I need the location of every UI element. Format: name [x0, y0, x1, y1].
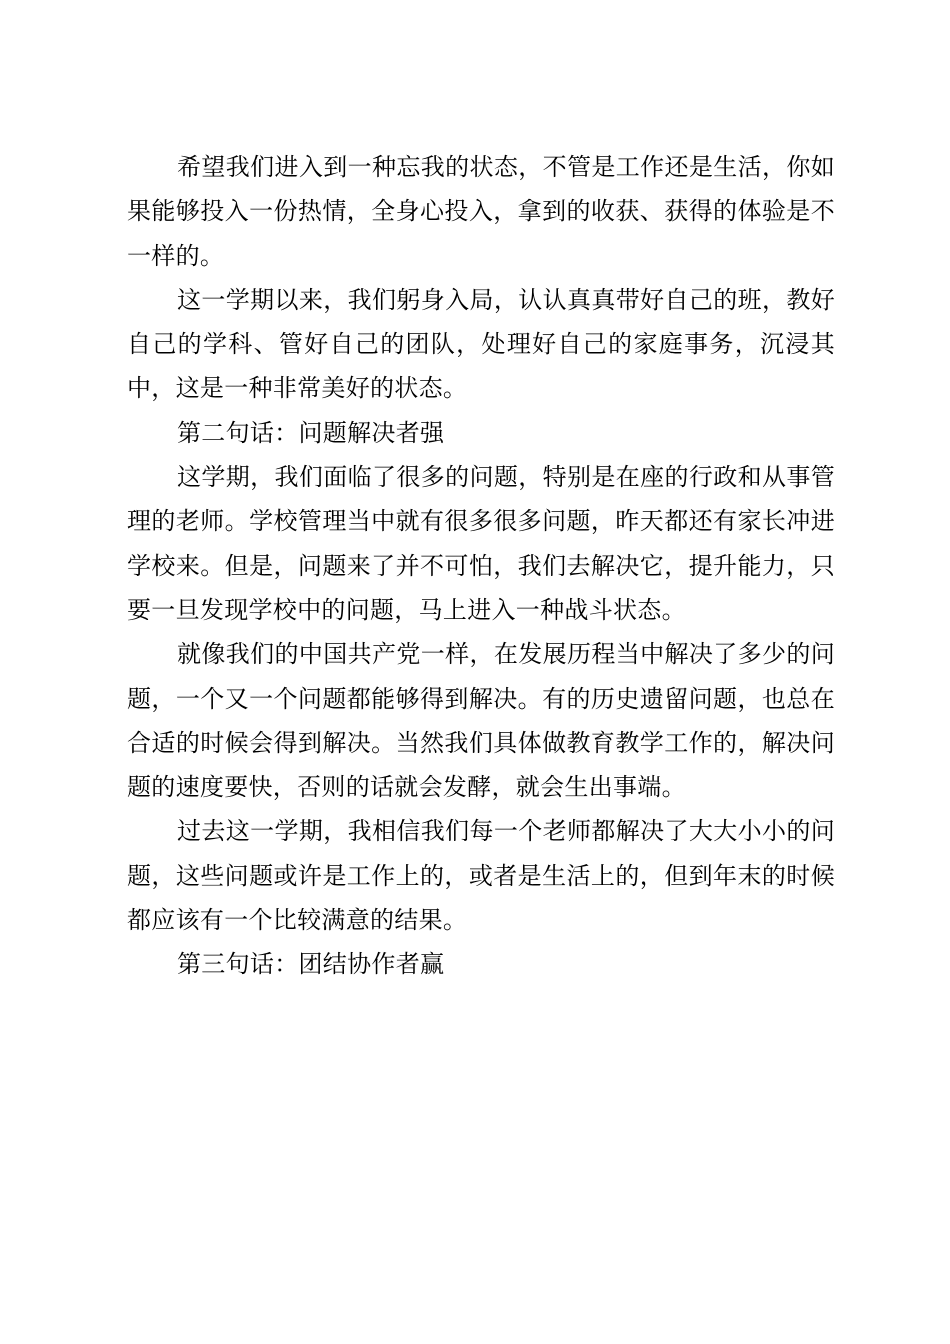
document-body	[127, 145, 835, 987]
paragraph-semester-immersion: 这一学期以来，我们躬身入局，认认真真带好自己的班，教好自己的学科、管好自己的团队，处理好自己的家庭事务，沉浸其中，这是一种非常美好的状态。	[127, 285, 835, 403]
paragraph-problems-faced: 这学期，我们面临了很多的问题，特别是在座的行政和从事管理的老师。学校管理当中就有很多很多问题，昨天都还有家长冲进学校来。但是，问题来了并不可怕，我们去解决它，提升能力，只要一旦发现学校中的问题，马上进入一种战斗状态。	[127, 463, 835, 624]
section-heading-second-sentence: 第二句话：问题解决者强	[177, 418, 445, 447]
paragraph-selflessness: 希望我们进入到一种忘我的状态，不管是工作还是生活，你如果能够投入一份热情，全身心投入，拿到的收获、获得的体验是不一样的。	[127, 153, 835, 270]
paragraph-teachers-solved: 过去这一学期，我相信我们每一个老师都解决了大大小小的问题，这些问题或许是工作上的，或者是生活上的，但到年末的时候都应该有一个比较满意的结果。	[127, 817, 835, 935]
section-heading-third-sentence: 第三句话：团结协作者赢	[177, 950, 445, 979]
paragraph-party-example: 就像我们的中国共产党一样，在发展历程当中解决了多少的问题，一个又一个问题都能够得到解决。有的历史遗留问题，也总在合适的时候会得到解决。当然我们具体做教育教学工作的，解决问题的速度要快，否则的话就会发酵，就会生出事端。	[127, 640, 835, 802]
